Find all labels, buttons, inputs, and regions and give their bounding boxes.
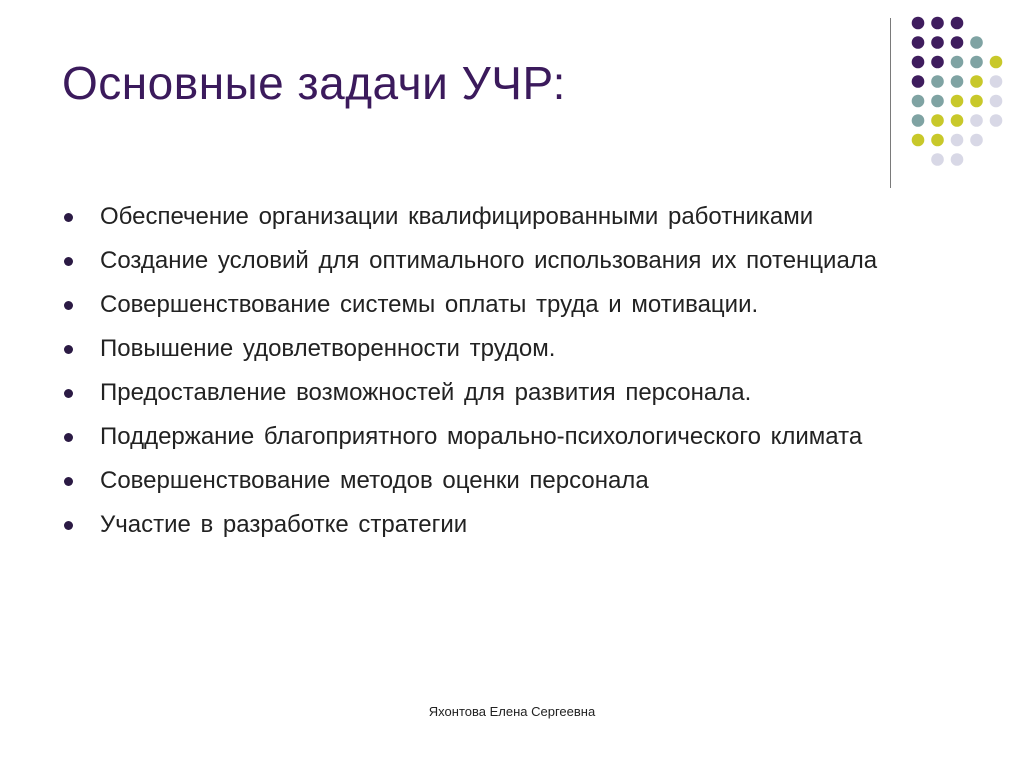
decorative-dot: [970, 95, 983, 108]
decorative-dot: [912, 36, 925, 49]
slide-title: Основные задачи УЧР:: [62, 57, 566, 109]
bullet-text: Обеспечение организации квалифицированными работниками: [100, 203, 814, 230]
decorative-dot: [970, 75, 983, 88]
decorative-dot: [931, 95, 944, 108]
decorative-dot: [951, 17, 964, 30]
decorative-dot: [912, 134, 925, 147]
bullet-dot-icon: [64, 433, 73, 442]
decorative-dot: [990, 95, 1003, 108]
decorative-dot: [912, 95, 925, 108]
decorative-dot: [931, 75, 944, 88]
bullet-dot-icon: [64, 213, 73, 222]
decorative-dot: [990, 75, 1003, 88]
bullet-item: [62, 374, 942, 412]
bullet-dot-icon: [64, 521, 73, 530]
decorative-dot: [951, 36, 964, 49]
decorative-dot: [970, 134, 983, 147]
decorative-dot: [951, 56, 964, 69]
bullet-dot-icon: [64, 345, 73, 354]
bullet-dot-icon: [64, 389, 73, 398]
bullet-text: Создание условий для оптимального использования их потенциала: [100, 247, 878, 274]
footer-author: Яхонтова Елена Сергеевна: [428, 704, 596, 719]
decorative-dot: [970, 36, 983, 49]
decorative-dot: [931, 134, 944, 147]
decorative-dot: [912, 17, 925, 30]
bullet-dot-icon: [64, 257, 73, 266]
bullet-item: [62, 198, 942, 236]
bullet-dot-icon: [64, 477, 73, 486]
decorative-dot: [951, 134, 964, 147]
bullet-text: Повышение удовлетворенности трудом.: [100, 335, 556, 362]
vertical-divider-line: [890, 18, 891, 188]
bullet-list: [62, 198, 942, 550]
decorative-dot: [951, 75, 964, 88]
decorative-dot: [931, 153, 944, 166]
decorative-dot: [931, 36, 944, 49]
bullet-item: [62, 462, 942, 500]
bullet-item: [62, 506, 942, 544]
decorative-dot: [931, 56, 944, 69]
decorative-dot: [931, 17, 944, 30]
bullet-item: [62, 418, 942, 456]
decorative-dot: [951, 153, 964, 166]
decorative-dot: [931, 114, 944, 127]
decorative-dot: [951, 95, 964, 108]
decorative-dot: [951, 114, 964, 127]
decorative-dot: [990, 56, 1003, 69]
bullet-text: Совершенствование методов оценки персонала: [100, 467, 649, 494]
decorative-dot: [990, 114, 1003, 127]
decorative-dot: [970, 56, 983, 69]
bullet-item: [62, 330, 942, 368]
bullet-text: Поддержание благоприятного морально-психологического климата: [100, 423, 863, 450]
bullet-text: Участие в разработке стратегии: [100, 511, 468, 538]
decorative-dot: [912, 114, 925, 127]
decorative-dot: [912, 56, 925, 69]
decorative-dot: [970, 114, 983, 127]
bullet-text: Совершенствование системы оплаты труда и мотивации.: [100, 291, 759, 318]
bullet-text: Предоставление возможностей для развития персонала.: [100, 379, 752, 406]
bullet-dot-icon: [64, 301, 73, 310]
bullet-item: [62, 242, 942, 280]
bullet-item: [62, 286, 942, 324]
decorative-dot: [912, 75, 925, 88]
